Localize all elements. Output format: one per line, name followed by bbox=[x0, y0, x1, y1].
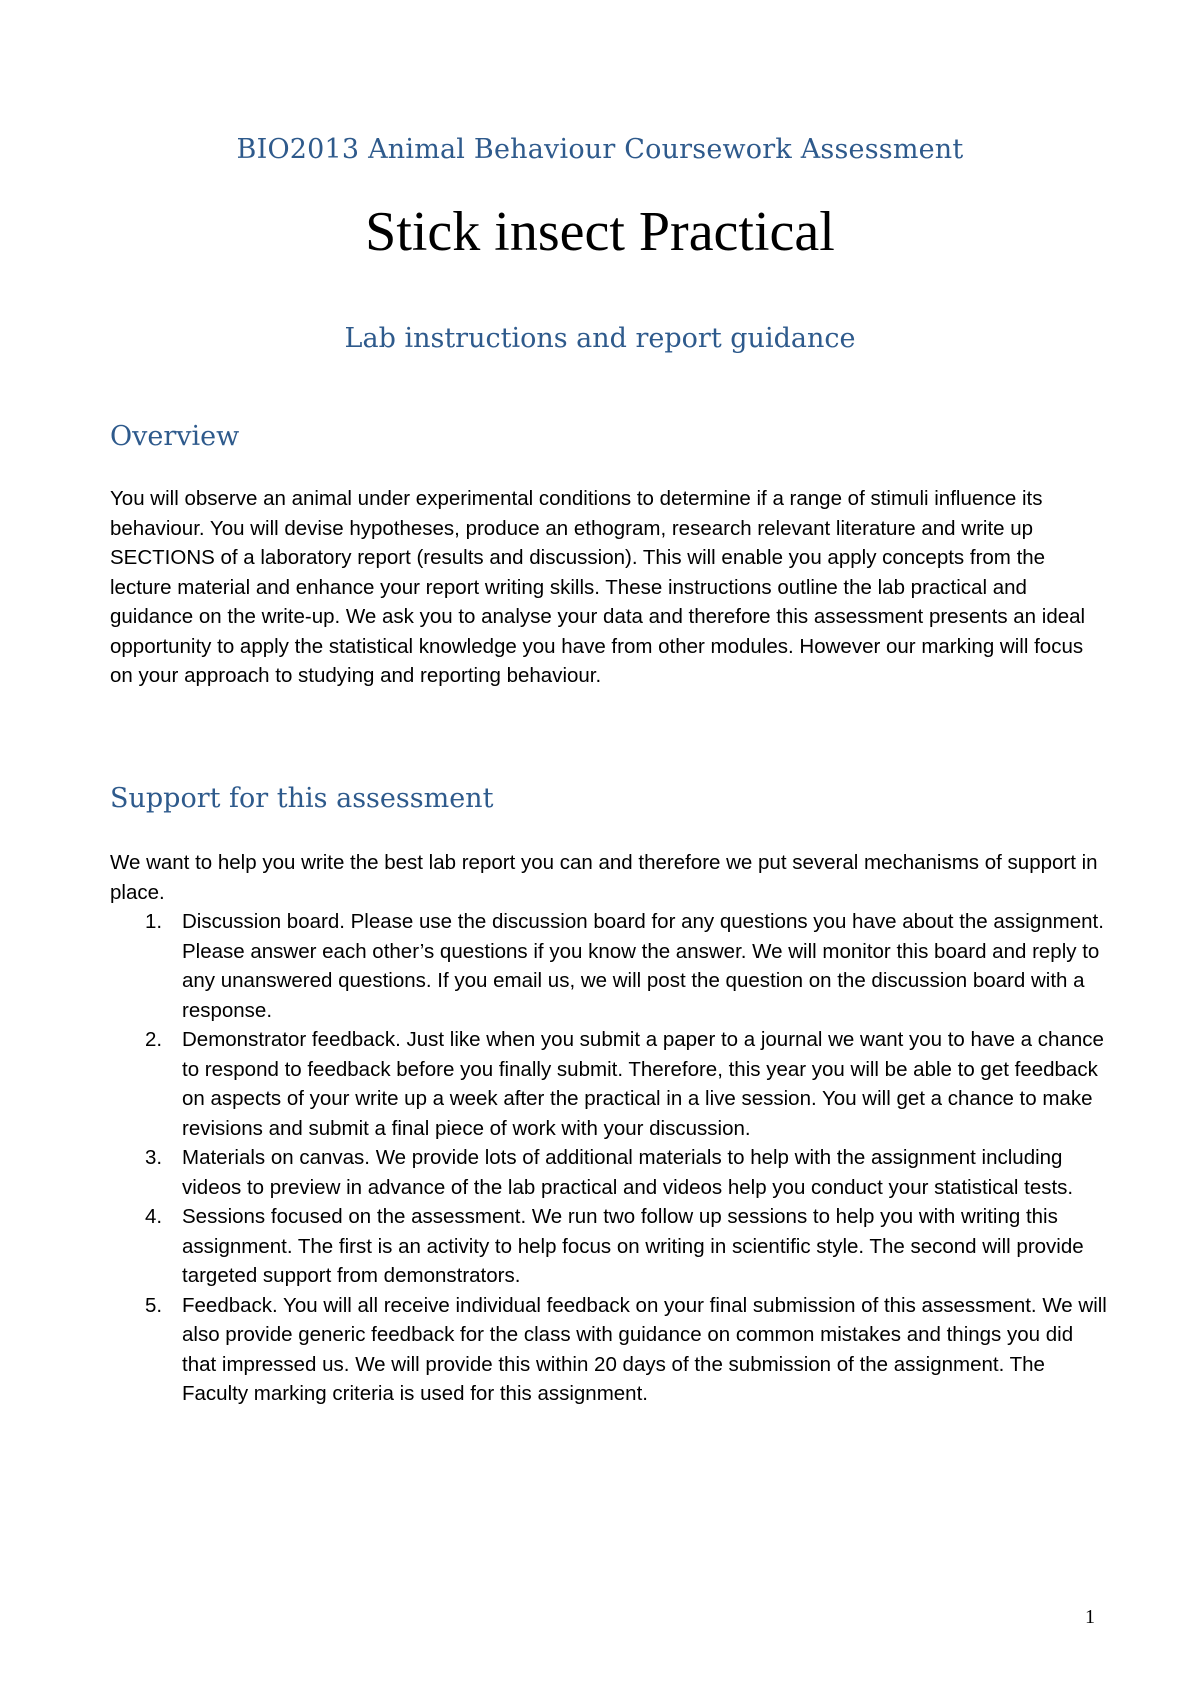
list-item-text: Feedback. You will all receive individual feedback on your final submission of this assessment. We will also provide generic feedback for the class with guidance on common mistakes and things you did that impressed us. We will provide this within 20 days of the submission of the assignment. The Faculty marking criteria is used for this assignment. bbox=[182, 1293, 1107, 1405]
support-heading: Support for this assessment bbox=[110, 783, 494, 814]
list-item-text: Discussion board. Please use the discussion board for any questions you have about the assignment. Please answer each other’s questions if you know the answer. We will monitor this board and reply to any unanswered questions. If you email us, we will post the question on the discussion board with a response. bbox=[182, 910, 1104, 1022]
list-item bbox=[110, 907, 1110, 1025]
list-item-number: 2. bbox=[145, 1028, 163, 1051]
overview-paragraph: You will observe an animal under experimental conditions to determine if a range of stimuli influence its behaviour. You will devise hypotheses, produce an ethogram, research relevant literature and write up SECTIONS of a laboratory report (results and discussion). This will enable you apply concepts from the lecture material and enhance your report writing skills. These instructions outline the lab practical and guidance on the write-up. We ask you to analyse your data and therefore this assessment presents an ideal opportunity to apply the statistical knowledge you have from other modules. However our marking will focus on your approach to studying and reporting behaviour. bbox=[110, 487, 1086, 687]
page-number: 1 bbox=[1085, 1606, 1095, 1628]
list-item-number: 5. bbox=[145, 1293, 163, 1317]
list-item-text: Materials on canvas. We provide lots of additional materials to help with the assignment including videos to preview in advance of the lab practical and videos help you conduct your statistical tests. bbox=[182, 1146, 1074, 1199]
list-item bbox=[110, 1143, 1110, 1202]
list-item-number: 4. bbox=[145, 1205, 163, 1228]
list-item-number: 3. bbox=[145, 1146, 163, 1169]
list-item-text: Demonstrator feedback. Just like when you submit a paper to a journal we want you to have a chance to respond to feedback before you finally submit. Therefore, this year you will be able to get feedback on aspects of your write up a week after the practical in a live session. You will get a chance to make revisions and submit a final piece of work with your discussion. bbox=[182, 1028, 1104, 1140]
support-list bbox=[110, 907, 1110, 1409]
list-item bbox=[110, 1291, 1110, 1409]
list-item-number: 1. bbox=[145, 910, 163, 933]
overview-heading: Overview bbox=[110, 421, 240, 452]
list-item-text: Sessions focused on the assessment. We run two follow up sessions to help you with writing this assignment. The first is an activity to help focus on writing in scientific style. The second will provide targeted support from demonstrators. bbox=[182, 1205, 1084, 1287]
list-item bbox=[110, 1202, 1110, 1291]
page-title: Stick insect Practical bbox=[365, 201, 835, 263]
list-item bbox=[110, 1025, 1110, 1143]
course-title: BIO2013 Animal Behaviour Coursework Assessment bbox=[236, 134, 964, 165]
page-subtitle: Lab instructions and report guidance bbox=[344, 323, 856, 354]
support-intro-paragraph: We want to help you write the best lab report you can and therefore we put several mechanisms of support in place. bbox=[110, 851, 1098, 904]
